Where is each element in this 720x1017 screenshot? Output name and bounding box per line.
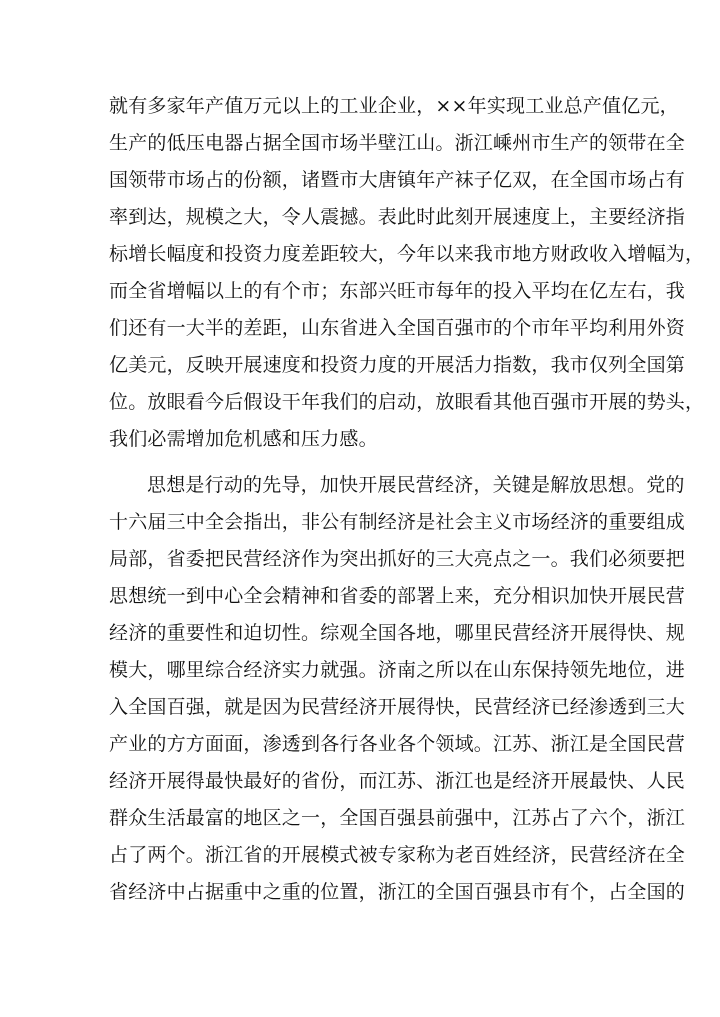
text-line: 而全省增幅以上的有个市；东部兴旺市每年的投入平均在亿左右，我	[109, 280, 686, 302]
text-line: 思想统一到中心全会精神和省委的部署上来，充分相识加快开展民营	[109, 585, 686, 607]
text-line: 亿美元，反映开展速度和投资力度的开展活力指数，我市仅列全国第	[109, 354, 686, 376]
text-line: 率到达，规模之大，令人震撼。表此时此刻开展速度上，主要经济指	[109, 206, 686, 228]
text-line: 模大，哪里综合经济实力就强。济南之所以在山东保持领先地位，进	[109, 659, 686, 681]
text-line: 经济开展得最快最好的省份，而江苏、浙江也是经济开展最快、人民	[109, 770, 686, 792]
text-line: 十六届三中全会指出，非公有制经济是社会主义市场经济的重要组成	[109, 511, 686, 533]
text-line: 们还有一大半的差距，山东省进入全国百强市的个市年平均利用外资	[109, 317, 686, 339]
text-line: 占了两个。浙江省的开展模式被专家称为老百姓经济，民营经济在全	[109, 844, 686, 866]
text-line: 省经济中占据重中之重的位置，浙江的全国百强县市有个，占全国的	[109, 881, 686, 903]
text-line: 入全国百强，就是因为民营经济开展得快，民营经济已经渗透到三大	[109, 696, 686, 718]
paragraph-first-line: 思想是行动的先导，加快开展民营经济，关键是解放思想。党的	[147, 474, 685, 496]
text-line: 标增长幅度和投资力度差距较大，今年以来我市地方财政收入增幅为，	[109, 243, 705, 265]
text-line: 产业的方方面面，渗透到各行各业各个领域。江苏、浙江是全国民营	[109, 733, 686, 755]
text-line: 我们必需增加危机感和压力感。	[109, 428, 378, 450]
text-line: 国领带市场占的份额，诸暨市大唐镇年产袜子亿双，在全国市场占有	[109, 169, 686, 191]
text-line: 局部，省委把民营经济作为突出抓好的三大亮点之一。我们必须要把	[109, 548, 686, 570]
text-line: 生产的低压电器占据全国市场半壁江山。浙江嵊州市生产的领带在全	[109, 132, 686, 154]
text-line: 群众生活最富的地区之一，全国百强县前强中，江苏占了六个，浙江	[109, 807, 686, 829]
text-line: 经济的重要性和迫切性。综观全国各地，哪里民营经济开展得快、规	[109, 622, 686, 644]
text-line: 位。放眼看今后假设干年我们的启动，放眼看其他百强市开展的势头，	[109, 391, 705, 413]
text-line: 就有多家年产值万元以上的工业企业，××年实现工业总产值亿元，	[109, 95, 679, 117]
